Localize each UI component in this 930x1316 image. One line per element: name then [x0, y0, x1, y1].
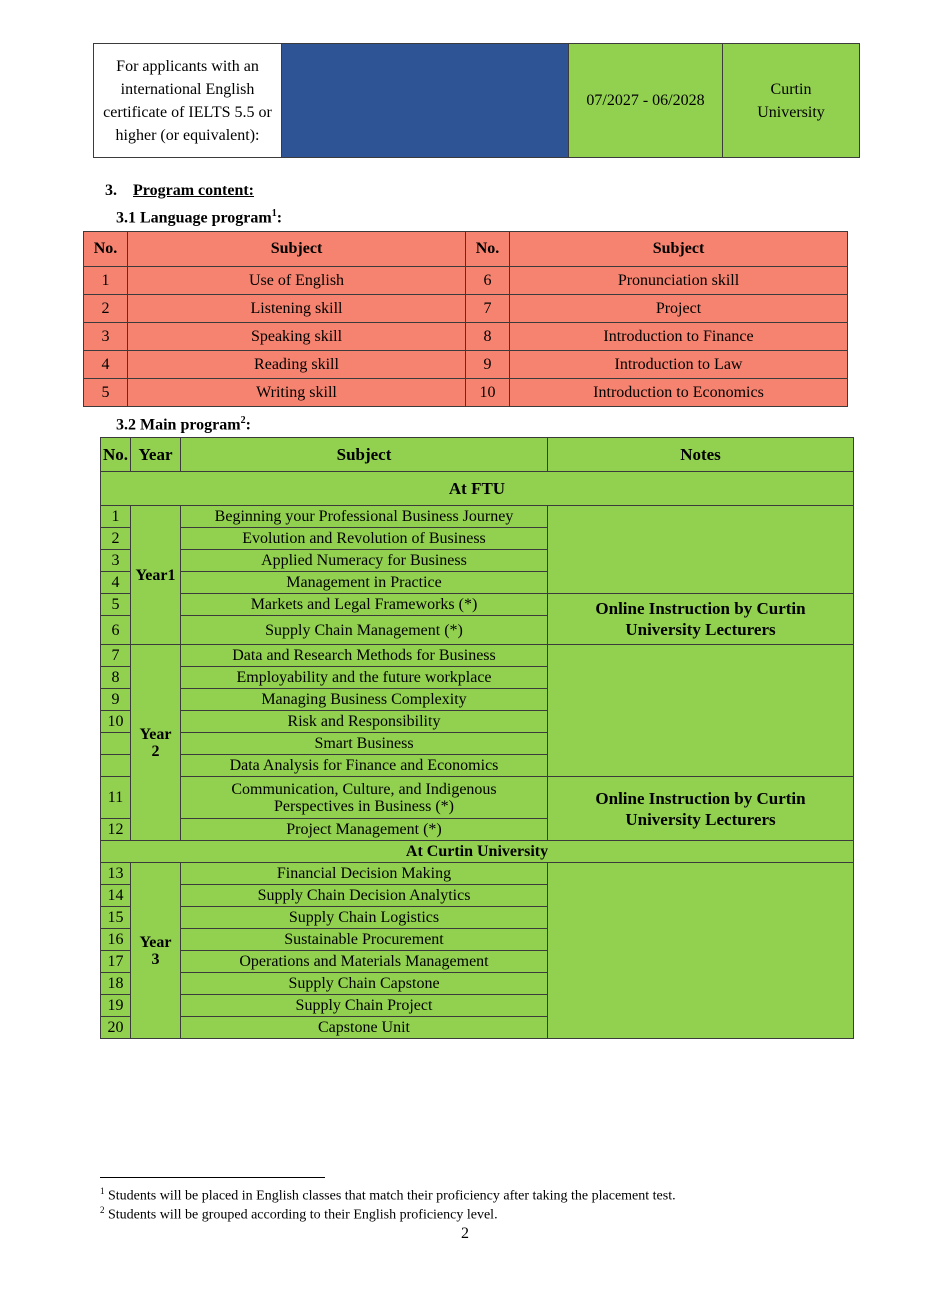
- table-row: [84, 379, 848, 407]
- year-2-label: [131, 645, 181, 841]
- cell-no: 1: [101, 506, 131, 528]
- year-label-number: 3: [151, 950, 160, 968]
- cell-no: 9: [101, 689, 131, 711]
- cell-subject: Operations and Materials Management: [181, 951, 548, 973]
- cell-no: 6: [101, 616, 131, 645]
- cell-no: 1: [84, 267, 128, 295]
- heading-colon: :: [245, 416, 251, 434]
- cell-subject: Supply Chain Decision Analytics: [181, 885, 548, 907]
- header-subject: Subject: [510, 232, 848, 267]
- table-row: [84, 323, 848, 351]
- cell-subject: Use of English: [128, 267, 466, 295]
- table-row: [101, 594, 854, 616]
- footnote-text: Students will be placed in English classes that match their proficiency after taking the placement test.: [108, 1188, 676, 1204]
- note-line-2: University Lecturers: [625, 620, 776, 639]
- cell-subject: Evolution and Revolution of Business: [181, 528, 548, 550]
- notes-empty-cell: [548, 506, 854, 594]
- location-cell: Curtin University: [723, 44, 860, 158]
- cell-no: 10: [101, 711, 131, 733]
- cell-subject: [181, 777, 548, 819]
- cell-no: 7: [101, 645, 131, 667]
- year-1-label: Year1: [131, 506, 181, 645]
- note-line-2: University Lecturers: [625, 809, 776, 829]
- table-row: [101, 863, 854, 885]
- cell-subject: Introduction to Economics: [510, 379, 848, 407]
- cell-no: 13: [101, 863, 131, 885]
- section-3-heading: [105, 182, 254, 200]
- cell-no: 3: [101, 550, 131, 572]
- cell-no: 2: [101, 528, 131, 550]
- footnote-marker: 1: [100, 1186, 105, 1196]
- footnote-2: [100, 1205, 498, 1224]
- language-program-heading: [116, 208, 282, 227]
- cell-no: 5: [101, 594, 131, 616]
- cell-subject: Management in Practice: [181, 572, 548, 594]
- cell-subject: Risk and Responsibility: [181, 711, 548, 733]
- cell-no: [101, 733, 131, 755]
- cell-subject: Speaking skill: [128, 323, 466, 351]
- cell-no: 10: [466, 379, 510, 407]
- cell-no: [101, 755, 131, 777]
- footnote-ref-2: 2: [240, 415, 246, 426]
- section-at-ftu: At FTU: [101, 472, 854, 506]
- language-program-title: 3.1 Language program: [116, 209, 272, 227]
- cell-subject: Markets and Legal Frameworks (*): [181, 594, 548, 616]
- year-label-number: 2: [151, 742, 160, 760]
- header-subject: Subject: [128, 232, 466, 267]
- cell-subject: Smart Business: [181, 733, 548, 755]
- footnote-separator: [100, 1177, 325, 1178]
- footnote-ref-1: 1: [271, 208, 277, 219]
- table-row: [101, 506, 854, 528]
- online-instruction-note: [548, 777, 854, 841]
- table-row: [101, 777, 854, 819]
- cell-subject: Listening skill: [128, 295, 466, 323]
- cell-subject: Supply Chain Logistics: [181, 907, 548, 929]
- section-row: [101, 841, 854, 863]
- note-line-1: Online Instruction by Curtin: [595, 599, 806, 618]
- cell-subject: Introduction to Law: [510, 351, 848, 379]
- cell-no: 9: [466, 351, 510, 379]
- notes-empty-cell: [548, 863, 854, 1039]
- cell-no: 2: [84, 295, 128, 323]
- cell-subject: Project: [510, 295, 848, 323]
- cell-subject: Data and Research Methods for Business: [181, 645, 548, 667]
- cell-subject: Data Analysis for Finance and Economics: [181, 755, 548, 777]
- cell-subject: Sustainable Procurement: [181, 929, 548, 951]
- header-no: No.: [101, 438, 131, 472]
- cell-subject: Supply Chain Capstone: [181, 973, 548, 995]
- cell-no: 8: [466, 323, 510, 351]
- cell-no: 4: [101, 572, 131, 594]
- applicant-schedule-table: [93, 43, 860, 158]
- cell-no: 12: [101, 819, 131, 841]
- cell-no: 16: [101, 929, 131, 951]
- page-number: 2: [461, 1225, 469, 1242]
- section-title: Program content:: [133, 182, 254, 199]
- applicant-label-cell: For applicants with an international English certificate of IELTS 5.5 or higher (or equivalent):: [94, 44, 282, 158]
- cell-no: 8: [101, 667, 131, 689]
- cell-subject: Employability and the future workplace: [181, 667, 548, 689]
- table-row: [84, 351, 848, 379]
- footnote-1: [100, 1186, 676, 1205]
- header-subject: Subject: [181, 438, 548, 472]
- footnote-text: Students will be grouped according to their English proficiency level.: [108, 1207, 498, 1223]
- cell-subject: Writing skill: [128, 379, 466, 407]
- note-line-1: Online Instruction by Curtin: [595, 788, 806, 808]
- cell-no: 6: [466, 267, 510, 295]
- period-cell: 07/2027 - 06/2028: [569, 44, 723, 158]
- year-label-text: Year: [139, 725, 172, 743]
- main-program-table: [100, 437, 854, 1039]
- cell-subject: Supply Chain Project: [181, 995, 548, 1017]
- year-3-label: [131, 863, 181, 1039]
- cell-no: 5: [84, 379, 128, 407]
- year-label-text: Year: [139, 933, 172, 951]
- subject-line-2: Perspectives in Business (*): [274, 797, 454, 815]
- cell-subject: Applied Numeracy for Business: [181, 550, 548, 572]
- cell-no: 14: [101, 885, 131, 907]
- language-program-table: [83, 231, 848, 407]
- cell-no: 7: [466, 295, 510, 323]
- cell-no: 3: [84, 323, 128, 351]
- cell-no: 18: [101, 973, 131, 995]
- cell-no: 17: [101, 951, 131, 973]
- header-notes: Notes: [548, 438, 854, 472]
- section-number: 3.: [105, 182, 117, 199]
- heading-colon: :: [276, 209, 283, 227]
- cell-subject: Pronunciation skill: [510, 267, 848, 295]
- cell-subject: Financial Decision Making: [181, 863, 548, 885]
- main-program-heading: [116, 415, 251, 434]
- table-header-row: [101, 438, 854, 472]
- cell-subject: Managing Business Complexity: [181, 689, 548, 711]
- cell-subject: Beginning your Professional Business Journey: [181, 506, 548, 528]
- subject-line-1: Communication, Culture, and Indigenous: [231, 780, 497, 798]
- section-at-curtin: At Curtin University: [101, 841, 854, 863]
- cell-subject: Capstone Unit: [181, 1017, 548, 1039]
- table-row: [101, 645, 854, 667]
- table-row: [84, 295, 848, 323]
- blue-empty-cell: [282, 44, 569, 158]
- header-year: Year: [131, 438, 181, 472]
- table-row: [84, 267, 848, 295]
- cell-subject: Supply Chain Management (*): [181, 616, 548, 645]
- header-no: No.: [84, 232, 128, 267]
- header-no: No.: [466, 232, 510, 267]
- cell-no: 19: [101, 995, 131, 1017]
- notes-empty-cell: [548, 645, 854, 777]
- footnote-marker: 2: [100, 1205, 105, 1215]
- cell-no: 15: [101, 907, 131, 929]
- section-row: [101, 472, 854, 506]
- main-program-title: 3.2 Main program: [116, 416, 241, 434]
- table-header-row: [84, 232, 848, 267]
- cell-subject: Project Management (*): [181, 819, 548, 841]
- cell-subject: Introduction to Finance: [510, 323, 848, 351]
- online-instruction-note: [548, 594, 854, 645]
- cell-no: 11: [101, 777, 131, 819]
- cell-no: 4: [84, 351, 128, 379]
- cell-subject: Reading skill: [128, 351, 466, 379]
- cell-no: 20: [101, 1017, 131, 1039]
